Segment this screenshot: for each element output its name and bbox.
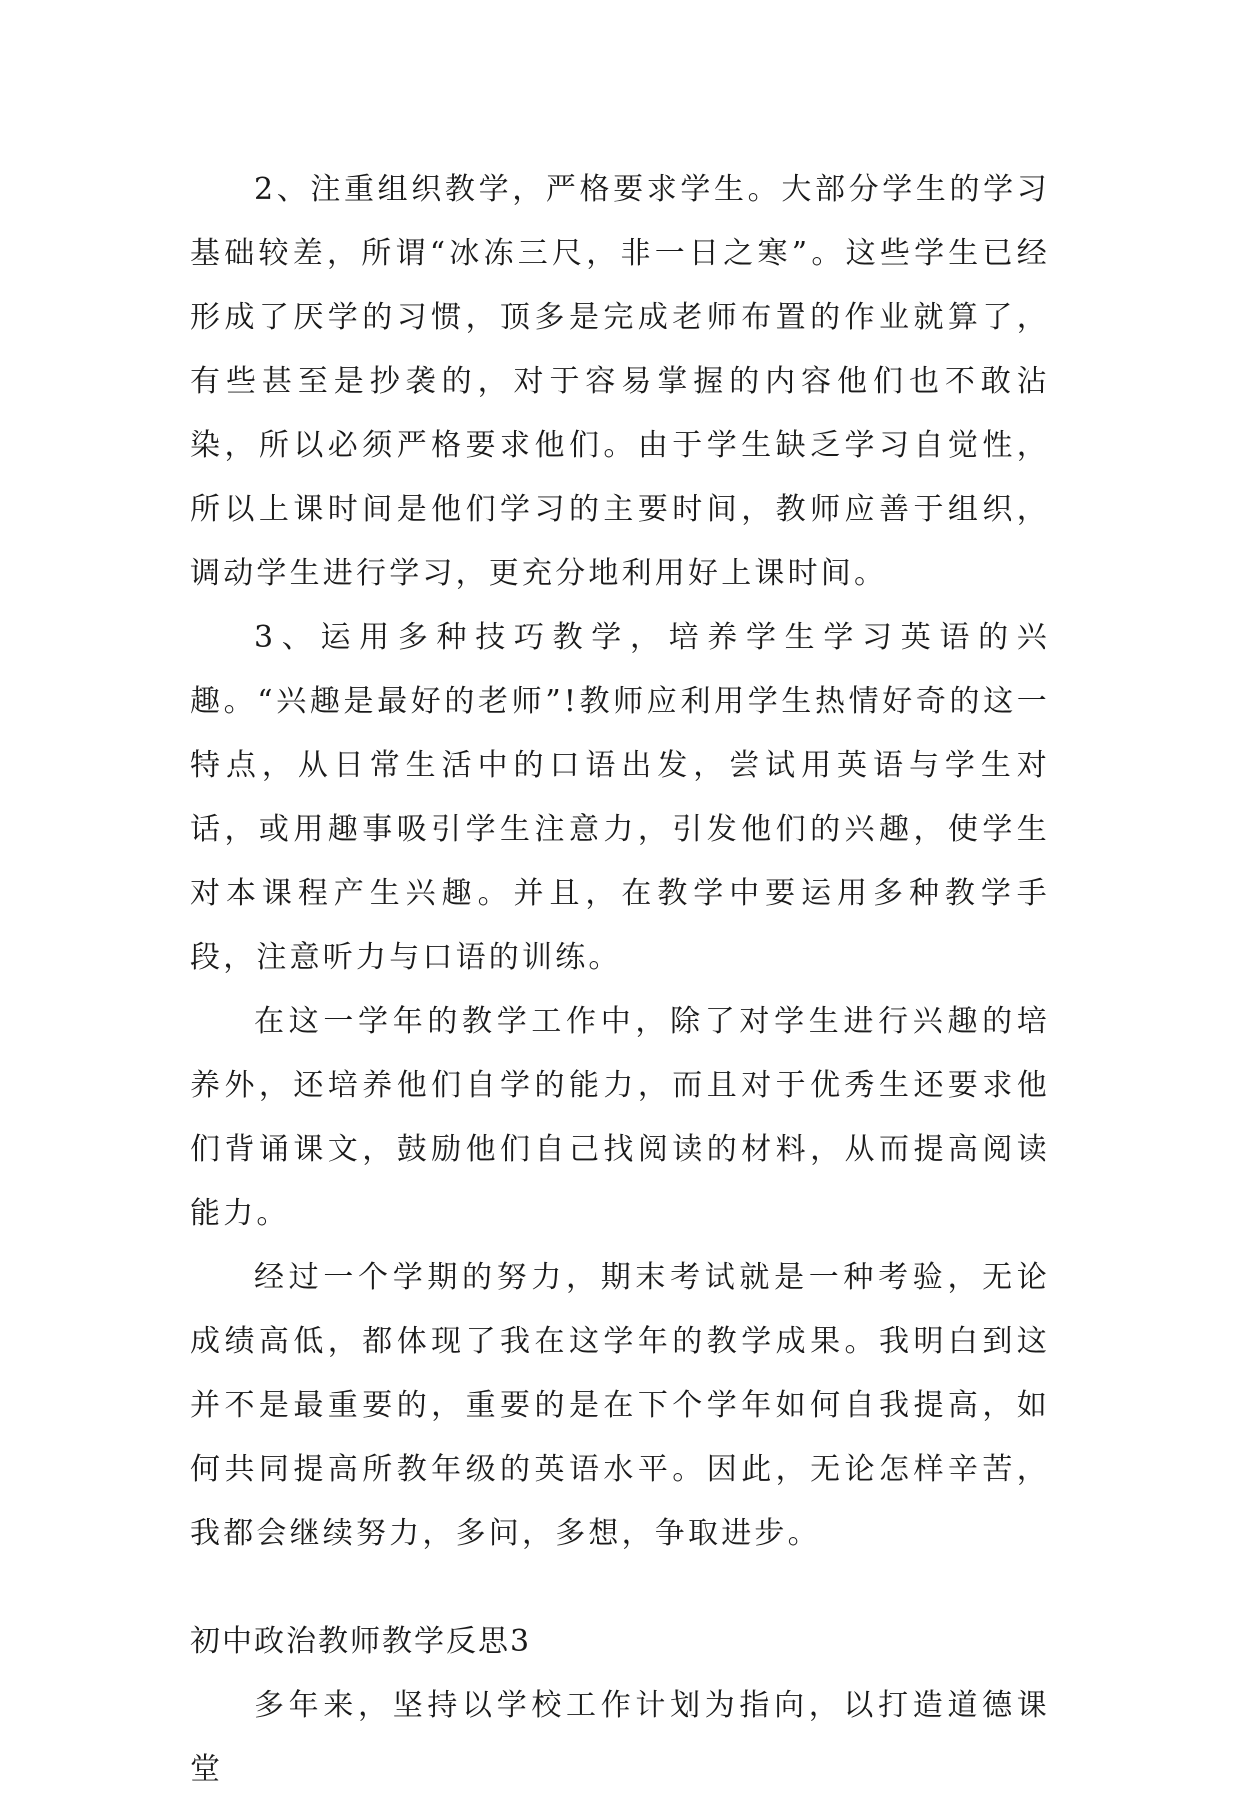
paragraph-teaching-skills: 3、运用多种技巧教学，培养学生学习英语的兴趣。“兴趣是最好的老师”!教师应利用学生热情好奇的这一特点，从日常生活中的口语出发，尝试用英语与学生对话，或用趣事吸引学生注意力，引发他们的兴趣，使学生对本课程产生兴趣。并且，在教学中要运用多种教学手段，注意听力与口语的训练。 — [190, 620, 1050, 975]
document-body — [190, 158, 1050, 1802]
paragraph-section-intro: 多年来，坚持以学校工作计划为指向，以打造道德课堂 — [190, 1688, 1050, 1787]
paragraph-self-study: 在这一学年的教学工作中，除了对学生进行兴趣的培养外，还培养他们自学的能力，而且对于优秀生还要求他们背诵课文，鼓励他们自己找阅读的材料，从而提高阅读能力。 — [190, 1004, 1050, 1231]
paragraph-semester-effort: 经过一个学期的努力，期末考试就是一种考验，无论成绩高低，都体现了我在这学年的教学成果。我明白到这并不是最重要的，重要的是在下个学年如何自我提高，如何共同提高所教年级的英语水平。因此，无论怎样辛苦，我都会继续努力，多问，多想，争取进步。 — [190, 1260, 1050, 1551]
section-heading: 初中政治教师教学反思3 — [190, 1624, 532, 1659]
paragraph-organize-teaching: 2、注重组织教学，严格要求学生。大部分学生的学习基础较差，所谓“冰冻三尺，非一日之寒”。这些学生已经形成了厌学的习惯，顶多是完成老师布置的作业就算了，有些甚至是抄袭的，对于容易掌握的内容他们也不敢沾染，所以必须严格要求他们。由于学生缺乏学习自觉性，所以上课时间是他们学习的主要时间，教师应善于组织，调动学生进行学习，更充分地利用好上课时间。 — [190, 172, 1050, 591]
